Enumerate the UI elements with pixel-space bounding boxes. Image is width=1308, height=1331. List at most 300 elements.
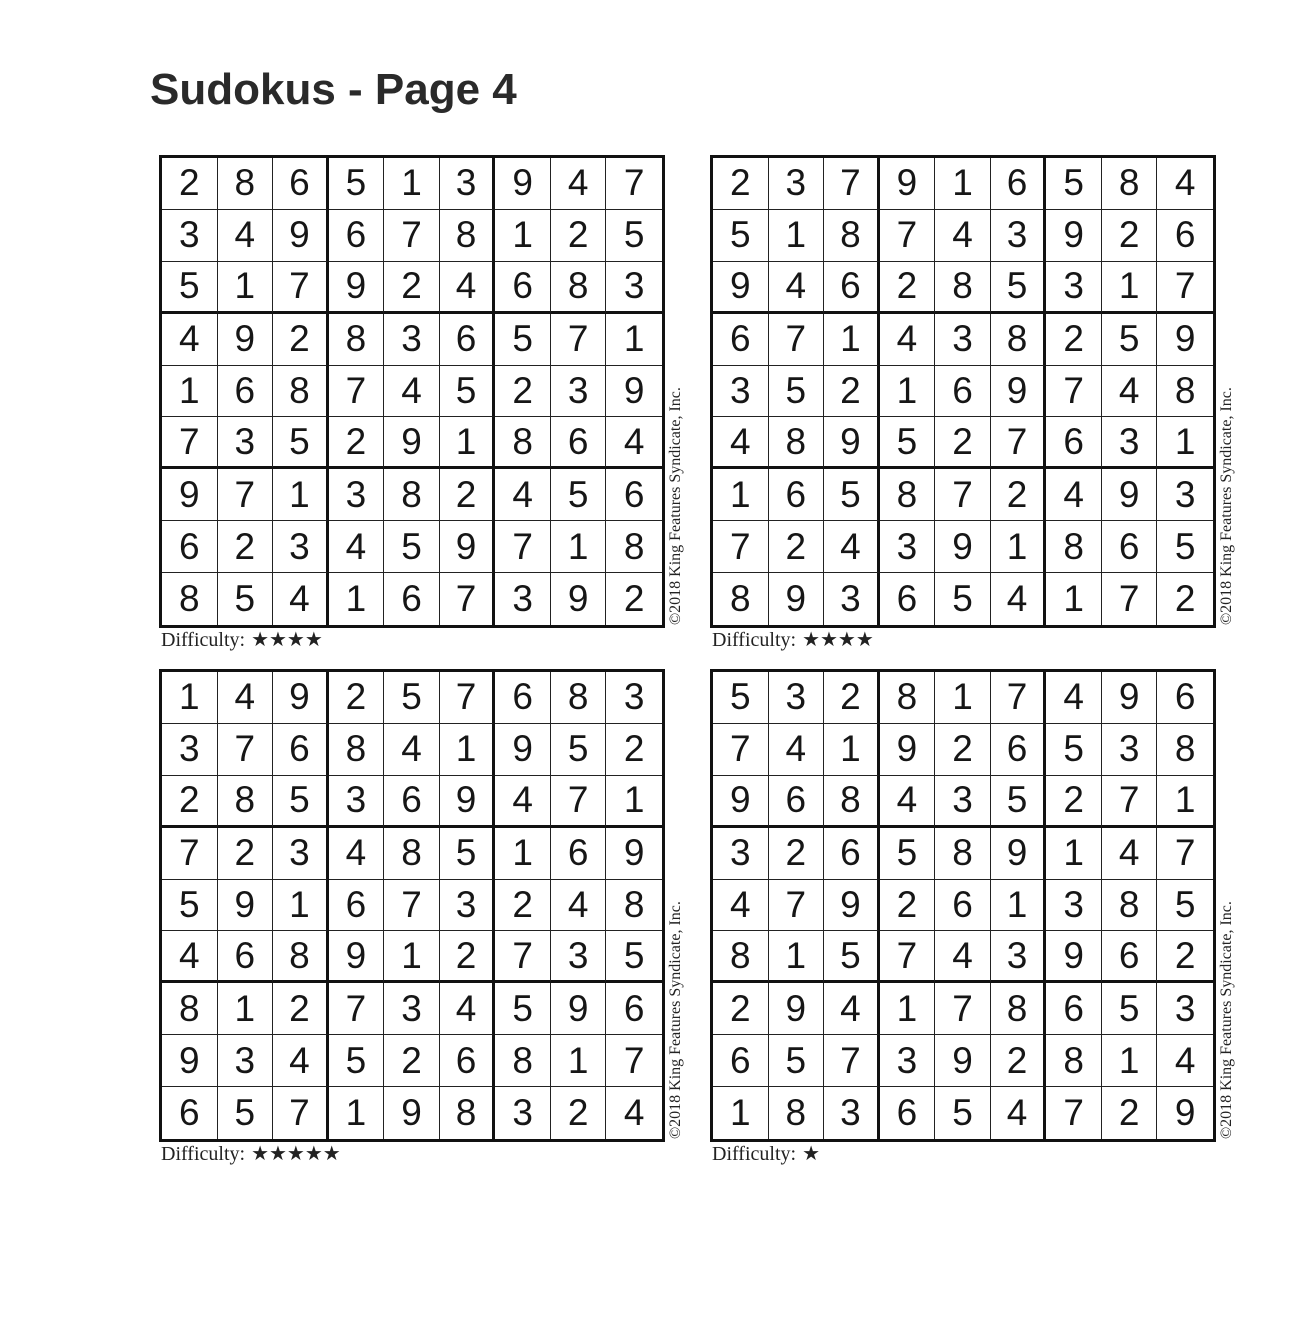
sudoku-cell: 5 — [606, 931, 662, 983]
sudoku-cell: 8 — [551, 262, 607, 314]
sudoku-cell: 8 — [880, 672, 936, 724]
sudoku-cell: 8 — [273, 931, 329, 983]
sudoku-cell: 6 — [935, 366, 991, 418]
sudoku-cell: 2 — [824, 672, 880, 724]
sudoku-cell: 9 — [273, 210, 329, 262]
sudoku-puzzle-3 — [159, 669, 719, 1189]
sudoku-cell: 1 — [440, 417, 496, 469]
sudoku-cell: 9 — [495, 158, 551, 210]
sudoku-cell: 5 — [162, 262, 218, 314]
sudoku-cell: 2 — [1102, 1087, 1158, 1139]
sudoku-cell: 1 — [935, 158, 991, 210]
sudoku-cell: 5 — [218, 573, 274, 625]
sudoku-cell: 2 — [769, 828, 825, 880]
sudoku-cell: 5 — [551, 724, 607, 776]
sudoku-cell: 2 — [384, 262, 440, 314]
sudoku-cell: 4 — [1102, 366, 1158, 418]
sudoku-cell: 6 — [551, 828, 607, 880]
sudoku-cell: 7 — [935, 983, 991, 1035]
sudoku-cell: 8 — [551, 672, 607, 724]
sudoku-cell: 2 — [1046, 776, 1102, 828]
sudoku-cell: 9 — [991, 366, 1047, 418]
sudoku-cell: 9 — [162, 469, 218, 521]
sudoku-cell: 7 — [273, 262, 329, 314]
sudoku-cell: 9 — [606, 366, 662, 418]
sudoku-cell: 9 — [1174, 1092, 1196, 1134]
sudoku-cell: 5 — [935, 1087, 991, 1139]
sudoku-cell: 5 — [440, 366, 496, 418]
sudoku-cell: 2 — [329, 672, 385, 724]
sudoku-cell: 2 — [495, 880, 551, 932]
sudoku-cell: 2 — [384, 1035, 440, 1087]
sudoku-cell: 3 — [713, 828, 769, 880]
sudoku-cell: 7 — [218, 724, 274, 776]
sudoku-cell: 9 — [384, 417, 440, 469]
sudoku-cell: 5 — [495, 983, 551, 1035]
sudoku-cell: 3 — [1046, 880, 1102, 932]
sudoku-cell: 2 — [880, 262, 936, 314]
sudoku-cell: 2 — [935, 724, 991, 776]
sudoku-cell: 8 — [824, 776, 880, 828]
sudoku-cell: 3 — [495, 573, 551, 625]
sudoku-cell: 3 — [218, 1035, 274, 1087]
sudoku-cell: 6 — [824, 262, 880, 314]
sudoku-cell: 4 — [551, 880, 607, 932]
sudoku-cell: 7 — [384, 880, 440, 932]
sudoku-cell: 5 — [384, 521, 440, 573]
sudoku-cell: 1 — [769, 931, 825, 983]
sudoku-cell: 3 — [606, 672, 662, 724]
sudoku-cell: 5 — [713, 672, 769, 724]
sudoku-cell: 9 — [162, 1035, 218, 1087]
sudoku-cell: 8 — [162, 983, 218, 1035]
sudoku-cell: 6 — [440, 314, 496, 366]
sudoku-cell: 3 — [769, 672, 825, 724]
sudoku-cell: 1 — [384, 931, 440, 983]
sudoku-cell: 3 — [551, 366, 607, 418]
sudoku-cell: 3 — [440, 880, 496, 932]
sudoku-cell: 6 — [1046, 417, 1102, 469]
difficulty-label: Difficulty: — [712, 629, 797, 651]
sudoku-cell: 8 — [1157, 724, 1213, 776]
sudoku-cell: 9 — [769, 573, 825, 625]
sudoku-cell: 1 — [935, 672, 991, 724]
sudoku-cell: 9 — [440, 521, 496, 573]
sudoku-cell: 5 — [162, 880, 218, 932]
sudoku-cell: 5 — [1102, 983, 1158, 1035]
sudoku-cell: 3 — [991, 931, 1047, 983]
sudoku-puzzle-2 — [710, 155, 1270, 675]
sudoku-cell: 1 — [218, 262, 274, 314]
sudoku-cell: 2 — [991, 1035, 1047, 1087]
sudoku-cell: 9 — [440, 776, 496, 828]
sudoku-cell: 4 — [935, 210, 991, 262]
sudoku-cell: 5 — [991, 776, 1047, 828]
sudoku-cell: 5 — [1046, 724, 1102, 776]
sudoku-cell: 7 — [384, 210, 440, 262]
sudoku-cell: 2 — [218, 521, 274, 573]
sudoku-cell: 8 — [1102, 880, 1158, 932]
sudoku-cell: 4 — [551, 158, 607, 210]
copyright-notice: ©2018 King Features Syndicate, Inc. — [667, 901, 684, 1139]
sudoku-cell: 9 — [495, 724, 551, 776]
sudoku-cell: 7 — [1046, 1087, 1102, 1139]
sudoku-cell: 6 — [162, 1087, 218, 1139]
sudoku-cell: 4 — [991, 1087, 1047, 1139]
sudoku-cell: 8 — [769, 417, 825, 469]
sudoku-cell: 4 — [329, 521, 385, 573]
sudoku-cell: 9 — [606, 828, 662, 880]
difficulty-stars-icon: ★★★★ — [802, 629, 874, 651]
sudoku-cell: 7 — [880, 931, 936, 983]
sudoku-cell: 6 — [769, 469, 825, 521]
sudoku-cell: 6 — [606, 469, 662, 521]
sudoku-cell: 1 — [495, 828, 551, 880]
sudoku-cell: 8 — [606, 880, 662, 932]
sudoku-cell: 3 — [273, 828, 329, 880]
difficulty-rating — [161, 1141, 341, 1167]
sudoku-cell: 8 — [329, 314, 385, 366]
sudoku-cell: 2 — [991, 469, 1047, 521]
sudoku-cell: 1 — [1102, 262, 1158, 314]
sudoku-cell: 9 — [329, 262, 385, 314]
sudoku-cell: 4 — [623, 1092, 645, 1134]
sudoku-cell: 3 — [440, 158, 496, 210]
sudoku-cell: 4 — [824, 521, 880, 573]
sudoku-cell: 3 — [273, 521, 329, 573]
sudoku-cell: 6 — [1157, 672, 1213, 724]
sudoku-cell: 4 — [162, 314, 218, 366]
sudoku-cell: 1 — [1157, 417, 1213, 469]
sudoku-cell: 9 — [1046, 931, 1102, 983]
sudoku-cell: 8 — [1102, 158, 1158, 210]
sudoku-cell: 8 — [384, 828, 440, 880]
sudoku-cell: 8 — [162, 573, 218, 625]
sudoku-cell: 7 — [1102, 776, 1158, 828]
sudoku-cell: 1 — [551, 521, 607, 573]
sudoku-cell: 7 — [162, 417, 218, 469]
sudoku-cell: 7 — [1157, 828, 1213, 880]
sudoku-cell: 7 — [1046, 366, 1102, 418]
copyright-notice: ©2018 King Features Syndicate, Inc. — [667, 387, 684, 625]
sudoku-cell: 7 — [769, 314, 825, 366]
sudoku-cell: 9 — [218, 880, 274, 932]
sudoku-cell: 3 — [713, 366, 769, 418]
sudoku-puzzle-4 — [710, 669, 1270, 1189]
sudoku-cell: 4 — [769, 724, 825, 776]
sudoku-cell: 5 — [824, 469, 880, 521]
sudoku-cell: 7 — [880, 210, 936, 262]
sudoku-cell: 8 — [495, 1035, 551, 1087]
sudoku-cell: 6 — [880, 573, 936, 625]
copyright-notice: ©2018 King Features Syndicate, Inc. — [1218, 901, 1235, 1139]
sudoku-cell: 7 — [551, 776, 607, 828]
sudoku-cell: 7 — [440, 573, 496, 625]
sudoku-cell: 7 — [495, 931, 551, 983]
sudoku-cell: 3 — [991, 210, 1047, 262]
sudoku-cell: 7 — [824, 158, 880, 210]
sudoku-cell: 9 — [824, 880, 880, 932]
sudoku-grid — [159, 155, 665, 628]
sudoku-cell: 8 — [495, 417, 551, 469]
sudoku-cell: 1 — [991, 880, 1047, 932]
sudoku-cell: 4 — [1046, 469, 1102, 521]
sudoku-cell: 3 — [1102, 417, 1158, 469]
sudoku-cell: 8 — [935, 262, 991, 314]
sudoku-cell: 6 — [551, 417, 607, 469]
sudoku-cell: 4 — [1157, 1035, 1213, 1087]
sudoku-cell: 2 — [273, 983, 329, 1035]
sudoku-cell: 8 — [1157, 366, 1213, 418]
sudoku-cell: 9 — [551, 573, 607, 625]
sudoku-cell: 6 — [769, 776, 825, 828]
sudoku-cell: 4 — [880, 776, 936, 828]
sudoku-cell: 5 — [935, 573, 991, 625]
sudoku-cell: 1 — [880, 983, 936, 1035]
sudoku-cell: 6 — [218, 931, 274, 983]
sudoku-cell: 9 — [1046, 210, 1102, 262]
sudoku-cell: 3 — [162, 210, 218, 262]
sudoku-cell: 5 — [551, 469, 607, 521]
sudoku-puzzle-1 — [159, 155, 719, 675]
sudoku-cell: 5 — [384, 672, 440, 724]
sudoku-cell: 3 — [384, 314, 440, 366]
sudoku-cell: 6 — [713, 314, 769, 366]
sudoku-cell: 9 — [880, 158, 936, 210]
sudoku-cell: 5 — [273, 417, 329, 469]
sudoku-grid — [710, 155, 1216, 628]
sudoku-grid — [159, 669, 665, 1142]
sudoku-cell: 8 — [384, 469, 440, 521]
sudoku-cell: 8 — [991, 314, 1047, 366]
sudoku-cell: 2 — [495, 366, 551, 418]
sudoku-cell: 5 — [991, 262, 1047, 314]
sudoku-cell: 8 — [218, 776, 274, 828]
sudoku-cell: 6 — [991, 158, 1047, 210]
sudoku-cell: 9 — [329, 931, 385, 983]
sudoku-cell: 2 — [880, 880, 936, 932]
sudoku-cell: 8 — [329, 724, 385, 776]
sudoku-cell: 4 — [713, 417, 769, 469]
sudoku-cell: 8 — [440, 1087, 496, 1139]
sudoku-cell: 3 — [606, 262, 662, 314]
sudoku-cell: 2 — [162, 776, 218, 828]
copyright-notice: ©2018 King Features Syndicate, Inc. — [1218, 387, 1235, 625]
sudoku-cell: 5 — [440, 828, 496, 880]
sudoku-cell: 4 — [218, 210, 274, 262]
sudoku-cell: 1 — [218, 983, 274, 1035]
sudoku-cell: 9 — [1102, 469, 1158, 521]
sudoku-cell: 8 — [880, 469, 936, 521]
sudoku-cell: 7 — [769, 880, 825, 932]
sudoku-cell: 2 — [440, 469, 496, 521]
sudoku-cell: 2 — [551, 210, 607, 262]
sudoku-cell: 8 — [769, 1087, 825, 1139]
sudoku-cell: 6 — [880, 1087, 936, 1139]
sudoku-cell: 2 — [329, 417, 385, 469]
sudoku-cell: 1 — [1046, 828, 1102, 880]
sudoku-cell: 6 — [329, 210, 385, 262]
sudoku-cell: 5 — [218, 1087, 274, 1139]
difficulty-rating — [712, 1141, 820, 1167]
sudoku-cell: 4 — [991, 573, 1047, 625]
sudoku-cell: 6 — [713, 1035, 769, 1087]
sudoku-cell: 4 — [273, 1035, 329, 1087]
sudoku-cell: 2 — [713, 983, 769, 1035]
sudoku-cell: 5 — [1046, 158, 1102, 210]
sudoku-cell: 1 — [824, 724, 880, 776]
sudoku-cell: 4 — [1046, 672, 1102, 724]
sudoku-cell: 9 — [769, 983, 825, 1035]
sudoku-cell: 9 — [935, 521, 991, 573]
sudoku-cell: 1 — [384, 158, 440, 210]
difficulty-label: Difficulty: — [712, 1143, 797, 1165]
sudoku-cell: 5 — [769, 366, 825, 418]
sudoku-cell: 4 — [384, 724, 440, 776]
sudoku-cell: 5 — [495, 314, 551, 366]
sudoku-cell: 1 — [606, 776, 662, 828]
difficulty-stars-icon: ★★★★ — [251, 629, 323, 651]
sudoku-cell: 9 — [551, 983, 607, 1035]
sudoku-cell: 3 — [384, 983, 440, 1035]
sudoku-cell: 5 — [713, 210, 769, 262]
sudoku-cell: 6 — [384, 776, 440, 828]
page-title: Sudokus - Page 4 — [150, 65, 517, 114]
sudoku-cell: 4 — [329, 828, 385, 880]
sudoku-cell: 8 — [1046, 521, 1102, 573]
sudoku-cell: 7 — [329, 366, 385, 418]
sudoku-cell: 4 — [440, 262, 496, 314]
sudoku-cell: 6 — [606, 983, 662, 1035]
sudoku-cell: 7 — [218, 469, 274, 521]
sudoku-cell: 1 — [1102, 1035, 1158, 1087]
sudoku-cell: 9 — [935, 1035, 991, 1087]
sudoku-cell: 5 — [329, 1035, 385, 1087]
sudoku-cell: 4 — [935, 931, 991, 983]
sudoku-cell: 6 — [273, 724, 329, 776]
sudoku-cell: 6 — [218, 366, 274, 418]
sudoku-cell: 8 — [991, 983, 1047, 1035]
difficulty-stars-icon: ★ — [802, 1143, 820, 1165]
sudoku-cell: 8 — [273, 366, 329, 418]
difficulty-stars-icon: ★★★★★ — [251, 1143, 341, 1165]
sudoku-cell: 7 — [1102, 573, 1158, 625]
sudoku-cell: 2 — [769, 521, 825, 573]
sudoku-cell: 9 — [1102, 672, 1158, 724]
sudoku-cell: 3 — [824, 1087, 880, 1139]
sudoku-cell: 2 — [1157, 931, 1213, 983]
sudoku-cell: 6 — [440, 1035, 496, 1087]
sudoku-cell: 3 — [769, 158, 825, 210]
sudoku-cell: 7 — [713, 521, 769, 573]
sudoku-grid — [710, 669, 1216, 1142]
sudoku-cell: 4 — [713, 880, 769, 932]
sudoku-cell: 8 — [1046, 1035, 1102, 1087]
sudoku-cell: 5 — [880, 828, 936, 880]
sudoku-cell: 2 — [273, 314, 329, 366]
sudoku-cell: 1 — [1046, 573, 1102, 625]
sudoku-cell: 3 — [218, 417, 274, 469]
sudoku-cell: 1 — [273, 880, 329, 932]
sudoku-cell: 8 — [824, 210, 880, 262]
sudoku-cell: 1 — [769, 210, 825, 262]
sudoku-cell: 2 — [1102, 210, 1158, 262]
sudoku-cell: 3 — [162, 724, 218, 776]
sudoku-cell: 4 — [1157, 158, 1213, 210]
sudoku-cell: 7 — [713, 724, 769, 776]
sudoku-cell: 3 — [329, 776, 385, 828]
sudoku-cell: 1 — [713, 469, 769, 521]
sudoku-cell: 9 — [273, 672, 329, 724]
sudoku-cell: 5 — [1157, 521, 1213, 573]
sudoku-cell: 1 — [495, 210, 551, 262]
sudoku-cell: 5 — [880, 417, 936, 469]
sudoku-cell: 2 — [713, 158, 769, 210]
sudoku-cell: 3 — [824, 573, 880, 625]
sudoku-cell: 1 — [606, 314, 662, 366]
sudoku-cell: 7 — [162, 828, 218, 880]
sudoku-cell: 1 — [551, 1035, 607, 1087]
sudoku-cell: 9 — [824, 417, 880, 469]
sudoku-cell: 5 — [769, 1035, 825, 1087]
sudoku-cell: 6 — [495, 262, 551, 314]
sudoku-cell: 7 — [551, 314, 607, 366]
sudoku-cell: 3 — [935, 776, 991, 828]
sudoku-cell: 3 — [880, 521, 936, 573]
sudoku-cell: 2 — [551, 1087, 607, 1139]
sudoku-cell: 6 — [1157, 210, 1213, 262]
sudoku-cell: 4 — [495, 776, 551, 828]
sudoku-cell: 2 — [218, 828, 274, 880]
sudoku-cell: 1 — [713, 1087, 769, 1139]
sudoku-cell: 4 — [440, 983, 496, 1035]
sudoku-cell: 7 — [1157, 262, 1213, 314]
sudoku-cell: 4 — [824, 983, 880, 1035]
sudoku-cell: 3 — [1157, 983, 1213, 1035]
difficulty-label: Difficulty: — [161, 629, 246, 651]
sudoku-cell: 4 — [273, 573, 329, 625]
sudoku-cell: 8 — [440, 210, 496, 262]
sudoku-cell: 2 — [440, 931, 496, 983]
sudoku-cell: 7 — [273, 1087, 329, 1139]
sudoku-cell: 6 — [273, 158, 329, 210]
sudoku-cell: 2 — [1046, 314, 1102, 366]
sudoku-cell: 6 — [329, 880, 385, 932]
sudoku-cell: 1 — [880, 366, 936, 418]
sudoku-cell: 4 — [606, 417, 662, 469]
sudoku-cell: 9 — [218, 314, 274, 366]
sudoku-cell: 8 — [218, 158, 274, 210]
sudoku-cell: 9 — [713, 262, 769, 314]
sudoku-cell: 5 — [1157, 880, 1213, 932]
sudoku-cell: 4 — [218, 672, 274, 724]
sudoku-cell: 5 — [606, 210, 662, 262]
difficulty-rating — [712, 627, 874, 653]
sudoku-cell: 3 — [880, 1035, 936, 1087]
sudoku-cell: 2 — [824, 366, 880, 418]
sudoku-cell: 8 — [713, 573, 769, 625]
sudoku-cell: 1 — [162, 366, 218, 418]
sudoku-cell: 7 — [991, 417, 1047, 469]
sudoku-cell: 4 — [1102, 828, 1158, 880]
sudoku-cell: 6 — [495, 672, 551, 724]
sudoku-cell: 3 — [495, 1087, 551, 1139]
sudoku-cell: 1 — [991, 521, 1047, 573]
sudoku-cell: 2 — [623, 578, 645, 620]
sudoku-cell: 6 — [824, 828, 880, 880]
sudoku-cell: 2 — [162, 158, 218, 210]
sudoku-cell: 1 — [329, 1087, 385, 1139]
